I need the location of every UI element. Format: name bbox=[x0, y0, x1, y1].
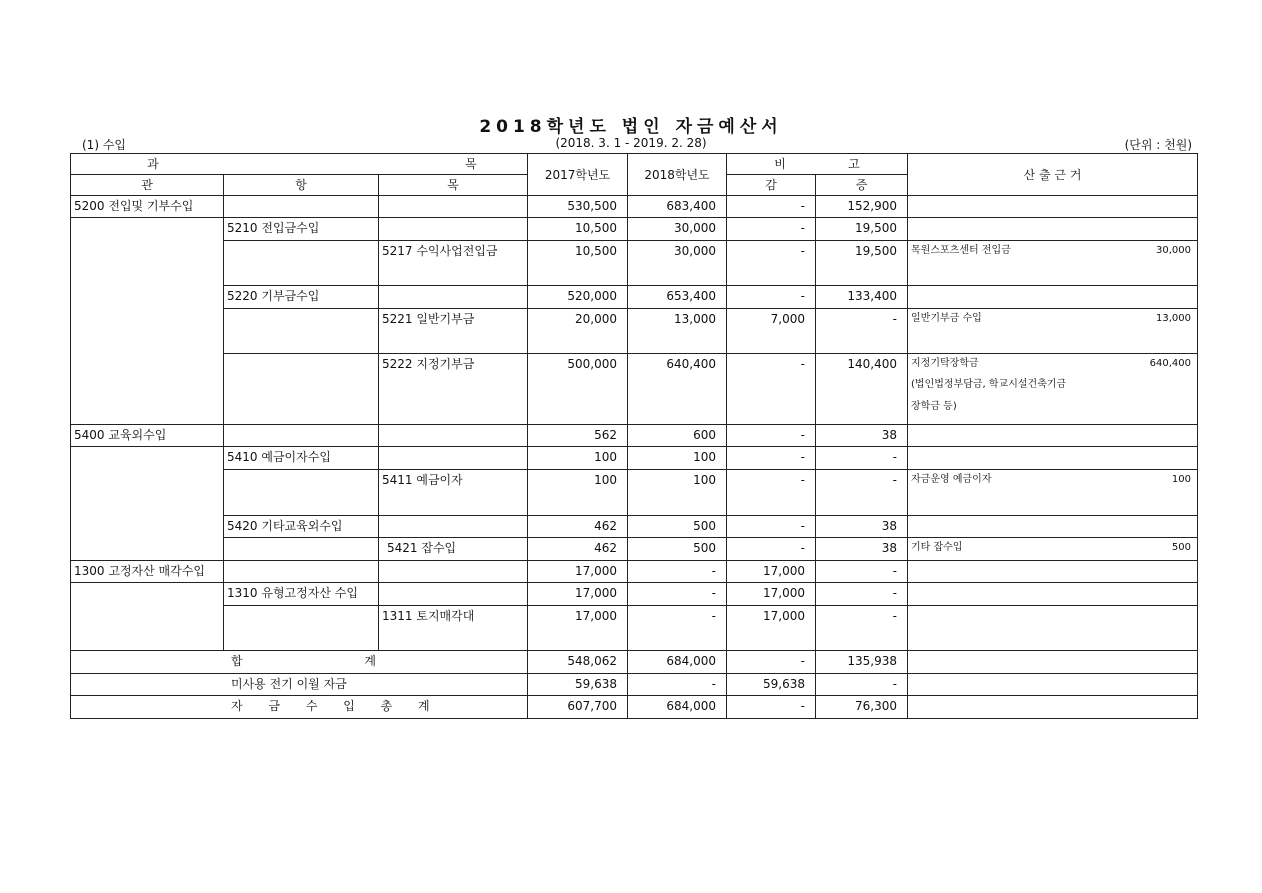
increase-cell: - bbox=[816, 470, 908, 516]
y2018-cell: - bbox=[628, 674, 727, 696]
y2017-cell: 17,000 bbox=[528, 561, 628, 583]
increase-cell: 76,300 bbox=[816, 696, 908, 719]
total-label bbox=[71, 696, 528, 719]
total-label bbox=[71, 651, 528, 674]
basis-cell bbox=[908, 470, 1198, 516]
period-label: (2018. 3. 1 - 2019. 2. 28) bbox=[555, 136, 707, 150]
document-title: 2018학년도 법인 자금예산서 bbox=[479, 117, 783, 137]
basis-amount: 30,000 bbox=[1156, 245, 1192, 256]
table-row bbox=[71, 196, 1198, 218]
basis-text: 지정기탁장학금 bbox=[911, 358, 979, 369]
y2018-cell: 30,000 bbox=[628, 241, 727, 286]
basis-amount: 640,400 bbox=[1149, 358, 1192, 369]
increase-cell: - bbox=[816, 447, 908, 470]
decrease-cell: 17,000 bbox=[727, 561, 816, 583]
y2017-cell: 10,500 bbox=[528, 218, 628, 241]
total-row bbox=[71, 651, 1198, 674]
hang-cell: 5220 기부금수입 bbox=[224, 286, 379, 309]
mok-cell: 1311 토지매각대 bbox=[379, 606, 528, 651]
mok-cell: 5222 지정기부금 bbox=[379, 354, 528, 425]
decrease-cell: - bbox=[727, 196, 816, 218]
basis-text: 일반기부금 수입 bbox=[911, 313, 982, 324]
hang-cell: 1310 유형고정자산 수입 bbox=[224, 583, 379, 606]
total-row bbox=[71, 696, 1198, 719]
gwan-cell: 1300 고정자산 매각수입 bbox=[71, 561, 224, 583]
y2017-cell: 520,000 bbox=[528, 286, 628, 309]
basis-amount: 100 bbox=[1171, 474, 1192, 485]
decrease-cell: 59,638 bbox=[727, 674, 816, 696]
header-basis: 산 출 근 거 bbox=[908, 154, 1198, 196]
y2018-cell: 684,000 bbox=[628, 651, 727, 674]
y2017-cell: 562 bbox=[528, 425, 628, 447]
basis-text: 자금운영 예금이자 bbox=[911, 474, 992, 485]
decrease-cell: - bbox=[727, 286, 816, 309]
increase-cell: 135,938 bbox=[816, 651, 908, 674]
table-row bbox=[71, 516, 1198, 538]
table-row bbox=[71, 447, 1198, 470]
y2017-cell: 17,000 bbox=[528, 606, 628, 651]
mok-cell: 5411 예금이자 bbox=[379, 470, 528, 516]
basis-cell bbox=[908, 241, 1198, 286]
y2018-cell: 684,000 bbox=[628, 696, 727, 719]
y2017-cell: 100 bbox=[528, 470, 628, 516]
decrease-cell: - bbox=[727, 538, 816, 561]
gwan-cell: 5200 전입및 기부수입 bbox=[71, 196, 224, 218]
total-label-text: 미사용 전기 이월 자금 bbox=[231, 677, 347, 691]
header-gwamok bbox=[71, 154, 528, 175]
y2018-cell: - bbox=[628, 561, 727, 583]
increase-cell: - bbox=[816, 561, 908, 583]
y2017-cell: 530,500 bbox=[528, 196, 628, 218]
header-2017: 2017학년도 bbox=[528, 154, 628, 196]
header-gwa: 과 bbox=[147, 157, 159, 171]
header-decrease: 감 bbox=[727, 175, 816, 196]
increase-cell: - bbox=[816, 674, 908, 696]
y2018-cell: - bbox=[628, 606, 727, 651]
y2017-cell: 548,062 bbox=[528, 651, 628, 674]
budget-table bbox=[70, 153, 1198, 719]
mok-cell: 5221 일반기부금 bbox=[379, 309, 528, 354]
decrease-cell: - bbox=[727, 651, 816, 674]
increase-cell: 19,500 bbox=[816, 218, 908, 241]
section-label: (1) 수입 bbox=[82, 138, 126, 152]
basis-note: (법인법정부담금, 학교시설건축기금 bbox=[911, 379, 1067, 390]
y2018-cell: 653,400 bbox=[628, 286, 727, 309]
basis-text: 기타 잡수입 bbox=[911, 542, 963, 553]
increase-cell: - bbox=[816, 309, 908, 354]
header-2018: 2018학년도 bbox=[628, 154, 727, 196]
y2018-cell: - bbox=[628, 583, 727, 606]
increase-cell: 38 bbox=[816, 538, 908, 561]
total-label-text: 자 금 수 입 총 계 bbox=[231, 699, 439, 713]
decrease-cell: - bbox=[727, 354, 816, 425]
y2017-cell: 100 bbox=[528, 447, 628, 470]
hang-cell: 5410 예금이자수입 bbox=[224, 447, 379, 470]
header-gwan: 관 bbox=[71, 175, 224, 196]
table-row bbox=[71, 583, 1198, 606]
y2018-cell: 100 bbox=[628, 447, 727, 470]
header-mok: 목 bbox=[379, 175, 528, 196]
table-row bbox=[71, 218, 1198, 241]
total-row bbox=[71, 674, 1198, 696]
table-row bbox=[71, 538, 1198, 561]
decrease-cell: - bbox=[727, 241, 816, 286]
header-mok-top: 목 bbox=[465, 157, 477, 171]
basis-cell bbox=[908, 354, 1198, 425]
basis-note: 장학금 등) bbox=[911, 401, 957, 412]
y2017-cell: 462 bbox=[528, 516, 628, 538]
decrease-cell: - bbox=[727, 218, 816, 241]
increase-cell: 38 bbox=[816, 425, 908, 447]
table-row bbox=[71, 425, 1198, 447]
basis-text: 목원스포츠센터 전입금 bbox=[911, 245, 1011, 256]
mok-cell: 5217 수익사업전입금 bbox=[379, 241, 528, 286]
y2018-cell: 30,000 bbox=[628, 218, 727, 241]
total-label bbox=[71, 674, 528, 696]
basis-amount: 13,000 bbox=[1156, 313, 1192, 324]
basis-cell bbox=[908, 538, 1198, 561]
hang-cell: 5420 기타교육외수입 bbox=[224, 516, 379, 538]
unit-label: (단위 : 천원) bbox=[1124, 138, 1192, 152]
table-row bbox=[71, 470, 1198, 516]
increase-cell: 19,500 bbox=[816, 241, 908, 286]
increase-cell: 38 bbox=[816, 516, 908, 538]
gwan-cell: 5400 교육외수입 bbox=[71, 425, 224, 447]
y2018-cell: 13,000 bbox=[628, 309, 727, 354]
y2018-cell: 600 bbox=[628, 425, 727, 447]
y2017-cell: 462 bbox=[528, 538, 628, 561]
basis-amount: 500 bbox=[1171, 542, 1192, 553]
y2018-cell: 100 bbox=[628, 470, 727, 516]
header-bi: 비 bbox=[774, 157, 786, 171]
y2017-cell: 10,500 bbox=[528, 241, 628, 286]
table-row bbox=[71, 354, 1198, 425]
decrease-cell: 17,000 bbox=[727, 606, 816, 651]
y2017-cell: 59,638 bbox=[528, 674, 628, 696]
increase-cell: 140,400 bbox=[816, 354, 908, 425]
y2017-cell: 17,000 bbox=[528, 583, 628, 606]
increase-cell: 133,400 bbox=[816, 286, 908, 309]
decrease-cell: - bbox=[727, 447, 816, 470]
decrease-cell: - bbox=[727, 696, 816, 719]
header-go: 고 bbox=[848, 157, 860, 171]
y2018-cell: 640,400 bbox=[628, 354, 727, 425]
increase-cell: 152,900 bbox=[816, 196, 908, 218]
header-bigo bbox=[727, 154, 908, 175]
increase-cell: - bbox=[816, 606, 908, 651]
table-row bbox=[71, 561, 1198, 583]
increase-cell: - bbox=[816, 583, 908, 606]
mok-cell: 5421 잡수입 bbox=[379, 538, 528, 561]
decrease-cell: 17,000 bbox=[727, 583, 816, 606]
header-hang: 항 bbox=[224, 175, 379, 196]
y2017-cell: 607,700 bbox=[528, 696, 628, 719]
decrease-cell: - bbox=[727, 470, 816, 516]
hang-cell: 5210 전입금수입 bbox=[224, 218, 379, 241]
table-row bbox=[71, 286, 1198, 309]
total-label-text: 합 계 bbox=[231, 654, 390, 668]
y2017-cell: 500,000 bbox=[528, 354, 628, 425]
y2018-cell: 500 bbox=[628, 538, 727, 561]
y2018-cell: 683,400 bbox=[628, 196, 727, 218]
y2017-cell: 20,000 bbox=[528, 309, 628, 354]
table-row bbox=[71, 606, 1198, 651]
table-row bbox=[71, 241, 1198, 286]
header-increase: 증 bbox=[816, 175, 908, 196]
decrease-cell: 7,000 bbox=[727, 309, 816, 354]
y2018-cell: 500 bbox=[628, 516, 727, 538]
decrease-cell: - bbox=[727, 516, 816, 538]
basis-cell bbox=[908, 309, 1198, 354]
table-row bbox=[71, 309, 1198, 354]
decrease-cell: - bbox=[727, 425, 816, 447]
